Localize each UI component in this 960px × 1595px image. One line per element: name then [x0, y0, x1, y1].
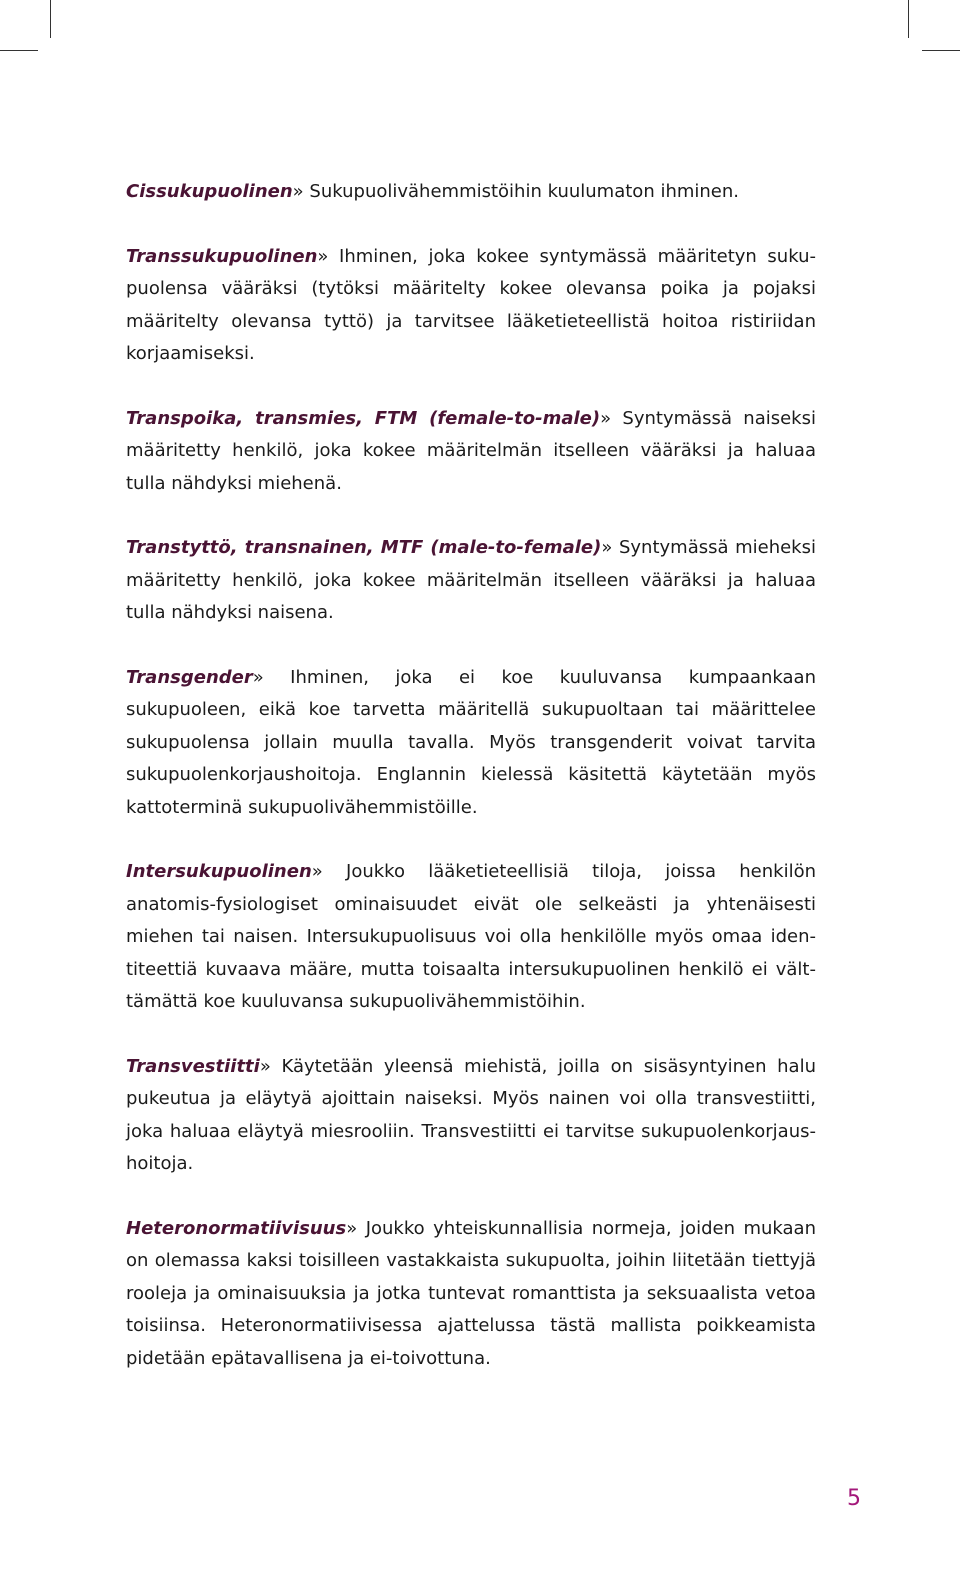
separator-glyph: » [259, 1055, 271, 1077]
separator-glyph: » [601, 537, 613, 558]
crop-mark-top-right-horizontal [922, 50, 960, 51]
glossary-entry-transgender [126, 662, 816, 825]
glossary-term: Transgender [126, 666, 253, 688]
glossary-entry-intersukupuolinen [126, 856, 816, 1019]
glossary-term: Transsukupuolinen [126, 245, 318, 267]
crop-mark-top-right-vertical [908, 0, 909, 38]
glossary-term: Transvestiitti [126, 1055, 260, 1077]
glossary-entry-cissukupuolinen [126, 176, 816, 209]
glossary-entry-transpoika [126, 403, 816, 501]
glossary-entry-transvestiitti [126, 1051, 816, 1181]
glossary-definition: Syntymässä mieheksi määritetty henkilö, joka kokee määritelmän itselleen vääräksi ja haluaa tulla nähdyksi naisena. [126, 537, 816, 623]
glossary-definition: Käytetään yleensä miehistä, joilla on sisäsyntyinen halu pukeutua ja eläytyä ajoittain naiseksi. Myös nainen voi olla transvestiitti, joka haluaa eläytyä miesrooliin. Transvestiitti ei tarvitse sukupuolenkorjaushoitoja. [126, 1055, 816, 1174]
glossary-definition: Joukko lääketieteellisiä tiloja, joissa henkilön anatomis-fysiologiset ominaisuudet eivät ole selkeästi ja yhtenäisesti miehen tai naisen. Intersukupuolisuus voi olla henkilölle myös omaa identiteettiä kuvaava määre, mutta toisaalta intersukupuolinen henkilö ei välttämättä koe kuuluvansa sukupuolivähemmistöihin. [126, 861, 816, 1012]
glossary-definition: Syntymässä naiseksi määritetty henkilö, joka kokee määritelmän itselleen vääräksi ja haluaa tulla nähdyksi miehenä. [126, 407, 816, 494]
glossary-term: Cissukupuolinen [126, 181, 293, 202]
separator-glyph: » [600, 407, 612, 429]
separator-glyph: » [252, 666, 264, 688]
glossary-term: Intersukupuolinen [126, 861, 312, 882]
page-number: 5 [847, 1486, 861, 1511]
glossary-entry-transsukupuolinen [126, 241, 816, 371]
glossary [126, 176, 816, 1375]
separator-glyph: » [346, 1217, 358, 1239]
glossary-entry-transtytto [126, 532, 816, 630]
separator-glyph: » [311, 861, 323, 882]
glossary-term: Transtyttö, transnainen, MTF (male-to-female) [126, 537, 602, 558]
glossary-definition: Sukupuolivähemmistöihin kuulumaton ihminen. [309, 181, 740, 202]
crop-mark-top-left-vertical [50, 0, 51, 38]
glossary-term: Transpoika, transmies, FTM (female-to-male) [126, 407, 601, 429]
glossary-definition: Ihminen, joka kokee syntymässä määritetyn sukupuolensa vääräksi (tytöksi määritelty kokee olevansa poika ja pojaksi määritelty olevansa tyttö) ja tarvitsee lääketieteellistä hoitoa ristiriidan korjaamiseksi. [126, 245, 816, 364]
glossary-definition: Ihminen, joka ei koe kuuluvansa kumpaankaan sukupuoleen, eikä koe tarvetta määritellä sukupuoltaan tai määrittelee sukupuolensa jollain muulla tavalla. Myös transgenderit voivat tarvita sukupuolenkorjaushoitoja. Englannin kielessä käsitettä käytetään myös kattoterminä sukupuolivähemmistöille. [126, 666, 816, 818]
crop-mark-top-left-horizontal [0, 50, 38, 51]
glossary-term: Heteronormatiivisuus [126, 1217, 347, 1239]
glossary-definition: Joukko yhteiskunnallisia normeja, joiden mukaan on olemassa kaksi toisilleen vastakkaista sukupuolta, joihin liitetään tiettyjä rooleja ja ominaisuuksia ja jotka tuntevat romanttista ja seksuaalista vetoa toisiinsa. Heteronormatiivisessa ajattelussa tästä mallista poikkeamista pidetään epätavallisena ja ei-toivottuna. [126, 1217, 816, 1369]
separator-glyph: » [292, 181, 304, 202]
separator-glyph: » [317, 245, 329, 267]
glossary-entry-heteronormatiivisuus [126, 1213, 816, 1376]
